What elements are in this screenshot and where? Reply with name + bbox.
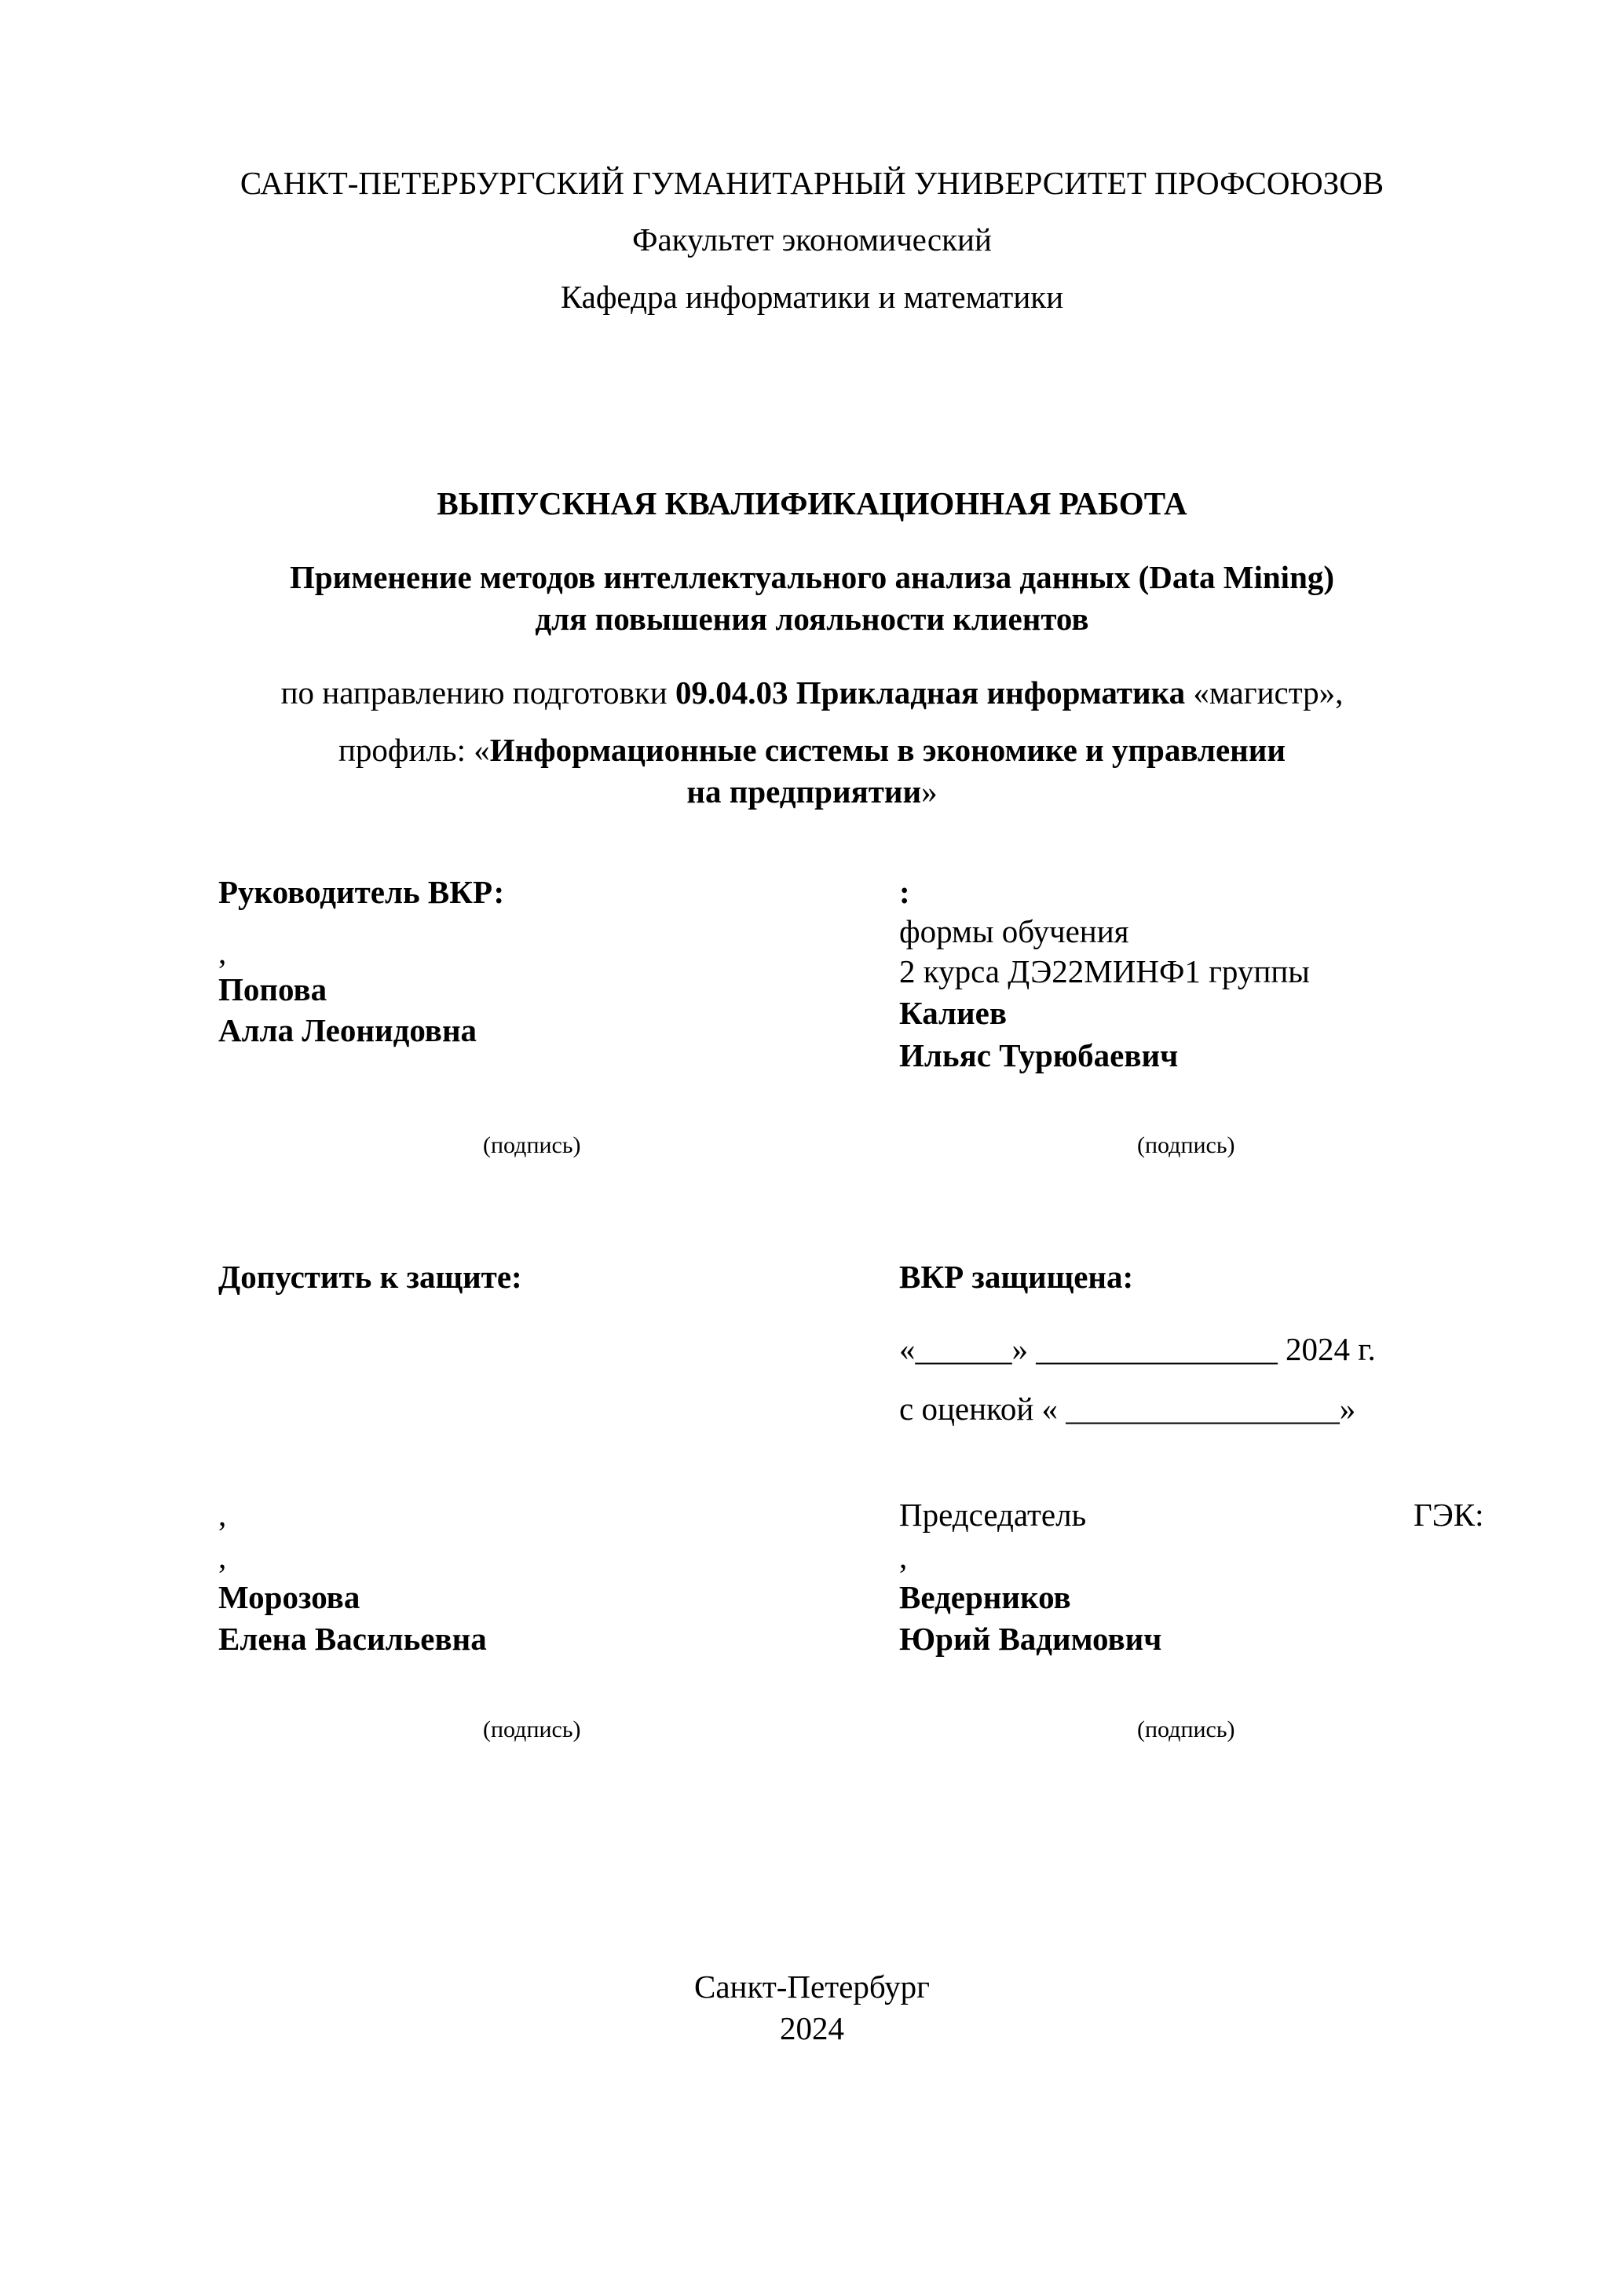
chair-suffix: ГЭК: xyxy=(1414,1497,1484,1533)
direction-line xyxy=(0,674,1624,711)
profile-line-2 xyxy=(0,773,1624,810)
footer-year: 2024 xyxy=(780,2010,844,2046)
student-surname: Калиев xyxy=(899,995,1008,1031)
profile-name-2: на предприятии xyxy=(686,773,922,810)
topic-line-1: Применение методов интеллектуального анализа данных (Data Mining) xyxy=(289,559,1335,595)
chair-signature: (подпись) xyxy=(1137,1717,1235,1742)
direction-prefix: по направлению подготовки xyxy=(280,675,675,711)
university-name: САНКТ-ПЕТЕРБУРГСКИЙ ГУМАНИТАРНЫЙ УНИВЕРСИТЕТ ПРОФСОЮЗОВ xyxy=(240,165,1384,201)
topic-line-2: для повышения лояльности клиентов xyxy=(535,601,1089,637)
profile-name-1: Информационные системы в экономике и управлении xyxy=(489,732,1286,768)
student-group: 2 курса ДЭ22МИНФ1 группы xyxy=(899,953,1310,989)
student-signature: (подпись) xyxy=(1137,1132,1235,1158)
defended-label: ВКР защищена: xyxy=(899,1259,1134,1295)
chair-label: Председатель xyxy=(899,1497,1087,1533)
supervisor-signature: (подпись) xyxy=(483,1132,581,1158)
supervisor-surname: Попова xyxy=(218,971,327,1007)
profile-line-1 xyxy=(0,731,1624,769)
admit-label: Допустить к защите: xyxy=(218,1259,522,1295)
department-name: Кафедра информатики и математики xyxy=(560,279,1064,315)
admit-surname: Морозова xyxy=(218,1579,360,1615)
direction-suffix: «магистр», xyxy=(1185,675,1344,711)
document-type: ВЫПУСКНАЯ КВАЛИФИКАЦИОННАЯ РАБОТА xyxy=(437,485,1187,521)
profile-prefix: профиль: « xyxy=(338,732,490,768)
admit-name: Елена Васильевна xyxy=(218,1621,487,1657)
chair-comma: , xyxy=(899,1539,908,1575)
chair-surname: Ведерников xyxy=(899,1579,1071,1615)
supervisor-label: Руководитель ВКР: xyxy=(218,874,505,910)
student-name: Ильяс Турюбаевич xyxy=(899,1037,1179,1073)
chair-name: Юрий Вадимович xyxy=(899,1621,1162,1657)
direction-code: 09.04.03 Прикладная информатика xyxy=(675,675,1186,711)
defense-date-line: «______» _______________ 2024 г. xyxy=(899,1331,1376,1367)
supervisor-name: Алла Леонидовна xyxy=(218,1012,477,1048)
profile-suffix: » xyxy=(921,773,938,810)
student-form: формы обучения xyxy=(899,913,1129,949)
supervisor-comma: , xyxy=(218,934,227,971)
admit-signature: (подпись) xyxy=(483,1717,581,1742)
grade-line: с оценкой « _________________» xyxy=(899,1391,1356,1427)
admit-comma-1: , xyxy=(218,1497,227,1533)
student-label: : xyxy=(899,874,910,910)
footer-city: Санкт-Петербург xyxy=(694,1969,930,2005)
faculty-name: Факультет экономический xyxy=(632,221,992,258)
admit-comma-2: , xyxy=(218,1539,227,1575)
